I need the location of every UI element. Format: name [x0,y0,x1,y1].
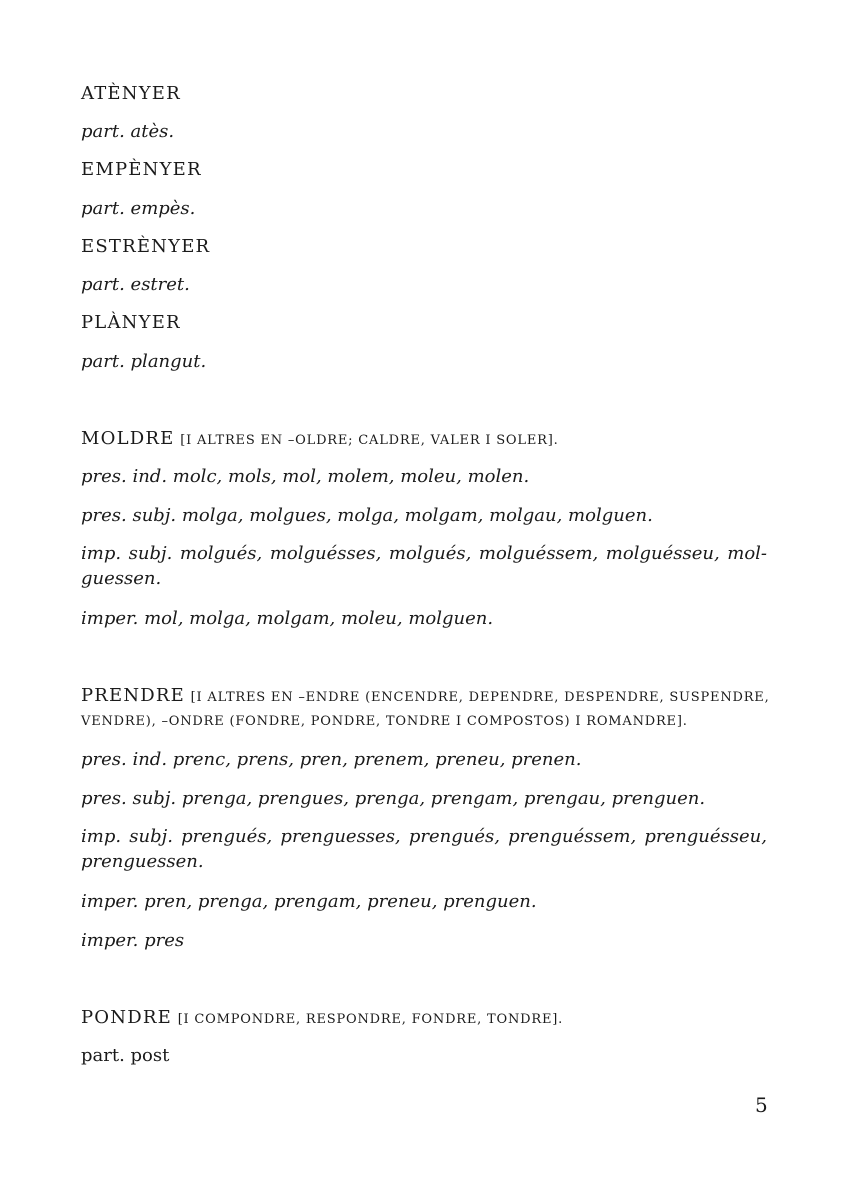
imperfect-subjunctive-moldre-line2: guessen. [81,568,162,589]
entry-heading-planyer: PLÀNYER [81,312,181,333]
imperfect-subjunctive-prendre-line1: imp. subj. prengués, prenguesses, prengués, prenguéssem, prenguésseu, [81,826,767,847]
entry-heading-prendre-line [81,683,769,711]
entry-heading-atenyer: ATÈNYER [81,83,181,104]
imperative-prendre: imper. pren, prenga, prengam, preneu, prenguen. [81,891,537,912]
entry-heading-moldre-line [81,426,769,454]
participle-pondre: part. post [81,1045,170,1066]
entry-note-moldre: [I ALTRES EN –OLDRE; CALDRE, VALER I SOLER]. [180,433,559,448]
participle-planyer: part. plangut. [81,351,207,372]
participle-estrenyer: part. estret. [81,274,190,295]
entry-note-prendre-part1: [I ALTRES EN –ENDRE (ENCENDRE, DEPENDRE, DESPENDRE, SUSPENDRE, [190,690,770,705]
present-subjunctive-prendre: pres. subj. prenga, prengues, prenga, prengam, prengau, prenguen. [81,788,706,809]
present-indicative-prendre: pres. ind. prenc, prens, pren, prenem, preneu, prenen. [81,749,582,770]
imperfect-subjunctive-prendre-line2: prenguessen. [81,851,204,872]
entry-heading-pondre-line [81,1005,769,1033]
imperfect-subjunctive-moldre-line1: imp. subj. molgués, molguésses, molgués, molguéssem, molguésseu, mol- [81,543,767,564]
entry-note-pondre: [I COMPONDRE, RESPONDRE, FONDRE, TONDRE]. [177,1012,564,1027]
participle-atenyer: part. atès. [81,121,175,142]
entry-heading-empenyer: EMPÈNYER [81,159,202,180]
entry-note-prendre-part2: VENDRE), –ONDRE (FONDRE, PONDRE, TONDRE I COMPOSTOS) I ROMANDRE]. [81,714,688,729]
entry-heading-prendre: PRENDRE [81,685,185,706]
present-subjunctive-moldre: pres. subj. molga, molgues, molga, molgam, molgau, molguen. [81,505,653,526]
imperative-moldre: imper. mol, molga, molgam, moleu, molguen. [81,608,494,629]
entry-heading-estrenyer: ESTRÈNYER [81,236,211,257]
imperative-prendre-2: imper. pres [81,930,185,951]
participle-empenyer: part. empès. [81,198,196,219]
page-number: 5 [755,1093,768,1117]
entry-heading-moldre: MOLDRE [81,428,175,449]
present-indicative-moldre: pres. ind. molc, mols, mol, molem, moleu, molen. [81,466,530,487]
entry-heading-pondre: PONDRE [81,1007,172,1028]
